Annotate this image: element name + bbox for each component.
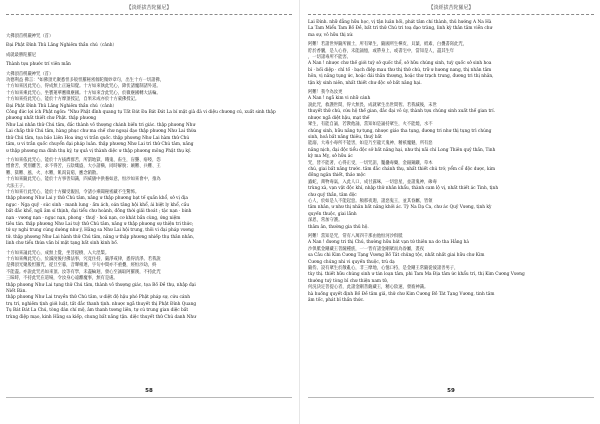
- left-page: [6, 0, 292, 424]
- title-line: 成就最勝陀羅尼: [6, 52, 37, 58]
- right-page: [308, 0, 594, 424]
- page-number: 58: [145, 388, 153, 394]
- running-head: 【淡經拔苦陀羅尼】: [428, 5, 474, 11]
- title-line: 大佛頂首楞嚴神咒（首）: [6, 34, 54, 39]
- footer-rule: [308, 397, 594, 398]
- paragraph: 阿難！若諸世界隨所國土，所有眾生，隨國所生樺皮、貝葉、紙素、白疊書寫此咒， 貯於香囊，是人心昏，未能誦憶，或帶身上，或書宅中，當知是人，盡其生年 ，一切諸毒所不能害。 A Nan ! nhược chư thế giới tuỳ sở quốc thổ, sở hữu chúng sinh, tuỳ quốc sở sinh hoa bì · bối diệp · chỉ tố · bạch điệp mau thư thị thử chú, trữ ư hương nang, thị nhân tâm hôn, vị năng tụng ức, hoặc đái thân thượng, hoặc thư trạch trung, đương tri thị nhân, tận kỳ sinh niên, nhất thiết chư độc sở bất năng hại.: [308, 42, 494, 86]
- paragraph: 十方如來依此咒心，能於十方拔濟群苦，所謂地獄、餓鬼、畜生，盲聾、瘖啞，怨 憎會苦，愛別離苦，求不得苦，五陰熾盛，大小諸橫，同時解脫；賊難、兵難、王 難、獄難、風、火、水難，飢渴貧窮，應念銷散。 十方如來隨此咒心，能於十方事善知識，四威儀中供養如意，恒沙如來會中，推為 大法王子。 十方如來行此咒心，能於十方攝受親因，令諸小乘聞秘密藏不生驚怖。 thập phương Như Lai y thử Chú tâm, năng ư thập phương bạt tế quần khổ, sở vị địa ngục · Ngạ quỷ · súc sinh · manh lung · ấm ách, oán tăng hội khổ, ái biệt ly khổ, cầu bất đắc khổ, ngũ âm sí thịnh, đại tiểu chư hoành, đồng thời giải thoát ; tặc nạn · binh nạn · vương nạn · ngục nạn, phong · thuỷ · hoả nạn, cơ khát bần cùng, ứng niệm tiêu tán. thập phương Như Lai tuỳ thử Chú tâm, năng ư thập phương sự thiện tri thức; tứ uy nghi trung cúng dường như ý, Hằng sa Như Lai hội trung, thôi vi đại pháp vương tử. thập phương Như Lai hành thử Chú tâm, năng ư thập phương nhiếp thụ thân nhân, linh chư tiểu thừa văn bí mật tạng bất sinh kinh bố.: [6, 157, 195, 247]
- paragraph: 十方如來誦此咒心，成無上覺，坐菩提樹，入大涅槃。 十方如來傳此咒心，於滅度後付佛法事，究竟住持，嚴淨戒律，悉得清淨。若我說 是佛頂光聚般怛羅咒，從旦至暮，音聲相連，字句中間亦不重疊，經恒沙劫，終 不能盡。亦說此咒名如來頂。汝等有學，未盡輪迴，發心至誠取阿羅漢，不持此咒 三昧時，不持此咒在道場，令汝身心遠離魔事，無有是處。 thập phương Như Lai tụng thử Chú tâm, thành vô thượng giác, tọa Bồ Đề thụ, nhập đại Niết Bàn. thập phương Như Lai truyền thử Chú tâm, ư diệt độ hậu phó Phật pháp sự, cứu cánh trụ trì, nghiêm tịnh giới luật, tất đắc thanh tịnh. nhược ngã thuyết thị Phật Đỉnh Quang Tụ Bát Đát La Chú, tòng đán chí mộ, âm thanh tương liên, tự cú trung gian diệc bất trùng điệp mạo, kinh Hằng sa kiếp, chung bất năng tận. diệc thuyết thử Chú danh Như: [6, 250, 197, 320]
- header-rule: [308, 14, 594, 15]
- running-head: 【淡經拔苦陀羅尼】: [126, 5, 172, 11]
- gutter: [299, 0, 300, 424]
- footer-rule: [6, 397, 292, 398]
- page-number: 59: [447, 388, 455, 394]
- paragraph: Lai Đính. nhữ đẳng hữu học, vị tận luân hồi, phát tâm chí thành, thủ hướng A Na Hà La Tam Miểu Tam Bồ Đề, bất trì thử Chú tri toạ đạo tràng, linh kỳ thân tâm viễn chư ma sự, vô hữu thị xứ.: [308, 20, 493, 38]
- paragraph: 阿難！當知是咒，常有八萬四千那由他恒河沙俱胝 A Nan ! đương tri thị Chú, thường hữu bát vạn tứ thiên na do tha Hằng hà 沙俱胝金剛藏王菩薩種族，一一皆有諸金剛眾而為眷屬，晝夜 sa Câu chi Kim Cương Tạng Vương Bồ Tát chủng tộc, nhất nhất giai hữu chư Kim Cương chúng nhi vi quyến thuộc, trú dạ 隨侍。設有眾生於散亂心，非三摩地，心憶口持，是金剛王常隨從彼諸善男子， tùy thị. thiết hữu chúng sinh ư tán loạn tâm, phi Tam Ma Địa tâm ức khẩu trì, thị Kim Cương Vương thường tuỳ tòng bỉ chư thiện nam tử, 何況決定菩提心者，此諸金剛菩薩藏王，精心陰速，發彼神識。 hà huống quyết định Bồ Đề tâm giả, thử chư Kim Cương Bồ Tát Tạng Vương, tinh tâm âm tốc, phát bỉ thần thức.: [308, 234, 525, 304]
- title-line: Đại Phật Đỉnh Thủ Lăng Nghiêm thần chú（cảnh）: [6, 43, 117, 49]
- title-line: Thành tựu phước trí viên mãn: [6, 62, 71, 68]
- page-body: [308, 20, 594, 307]
- header-rule: [6, 14, 292, 15]
- paragraph: 大佛頂首楞嚴神咒（首） 功德利益 佛言："如佛頂光聚悉怛多般怛羅秘密伽陀微妙章句，出生十方一切諸佛， 十方如來因此咒心，得成無上正遍知覺。十方如來執此咒心，降伏諸魔制諸外道。 十方如來乘此咒心，坐寶蓮華應微塵國。十方如來含此咒心，於微塵國轉大法輪。 十方如來持此咒心，能於十方摩頂授記，自果未成亦於十方蒙佛授記。 Đại Phật Đỉnh Thủ Lăng Nghiêm thần chú（cảnh） Công đức lợi ích Phật ngôn: "Như Phật đỉnh quang tụ Tất Đát Đa Bát Đát La bí mật già đà vi diệu chương cú, xuất sinh thập phương nhất thiết chư Phật. thập phương Như Lai nhân thử Chú tâm, đắc thành vô thượng chánh biến tri giác. thập phương Như Lai chấp thử Chú tâm, hàng phục chư ma chế chư ngoại đạo thập phương Như Lai thừa thử Chú tâm, tọa bảo Liên Hoa ứng vi trần quốc. thập phương Như Lai hàm thử Chú tâm, ư vi trần quốc chuyển đại pháp luân. thập phương Như Lai trì thử Chú tâm, năng ư thập phương ma đính thụ ký, tự quả vị thành diệc ư thập phương mông Phật thụ ký.: [6, 71, 276, 154]
- page-body: [6, 34, 292, 324]
- paragraph: 阿難！我今為汝更 A Nan ! ngã kim vi nhữ cánh 說此咒，救護世間，得大無畏，成就眾生出世間智。若我滅後，末世 thuyết thử chú, cứu hộ thế gian, đắc đại vô úy, thành tựu chúng sinh xuất thế gian trí. nhược ngã diệt hậu, mạt thế 眾生，有能自誦，若教他誦，當知如是誦持眾生，火不能燒，水不 chúng sinh, hữu năng tự tụng, nhược giáo tha tụng, đương tri như thị tụng trì chúng sinh, hoả bất năng thiêu, thuỷ bất 能溺，大毒小毒所不能害，如是乃至龍天鬼神、精祇魔魅，所有惡 năng nịch, đại độc tiểu độc sở bất năng hại, như thị nãi chí Long Thiên quỷ thần, Tinh kỳ ma Mỵ, sở hữu ác 咒，皆不能著，心得正受，一切咒詛，魘蠱毒藥，金銀銅鐵，草木 chú, giai bất năng trước. tâm đắc chánh thụ, nhất thiết chú trớ, yểm cổ độc dược, kim đồng ngân thiết, thảo mộc 蟲蛇，萬物毒氣，入此人口，成甘露味，一切惡星，並諸鬼神，磣毒 trùng xà, vạn vật độc khí, nhập thử nhân khẩu, thành cam lộ vị, nhất thiết ác Tinh, tịnh chư quỷ thần, tâm độc 心人，於如是人不能起惡。頻那夜迦，諸惡鬼王，並其眷屬，皆領 tâm nhân, ư như thị nhân bất năng khởi ác. Tỳ Na Dạ Ca, chư ác Quỷ Vương, tịnh kỳ quyến thuộc, giai lãnh 深恩，常加守護。 thâm ân, thường gia thủ hộ.: [308, 90, 499, 230]
